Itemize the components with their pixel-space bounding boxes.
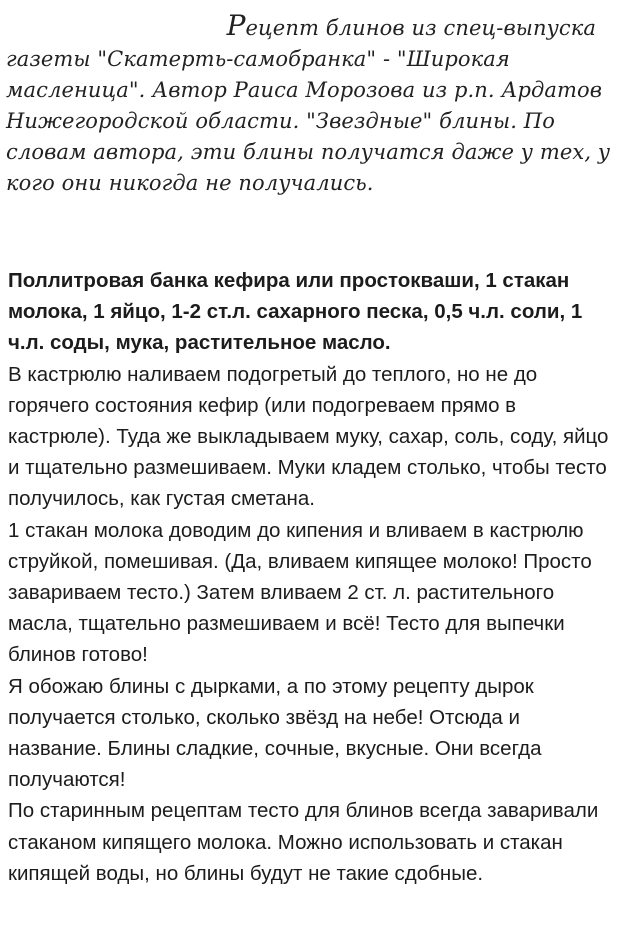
recipe-section <box>8 265 618 889</box>
intro-text <box>6 10 616 199</box>
ingredients-list: Поллитровая банка кефира или простокваши, 1 стакан молока, 1 яйцо, 1-2 ст.л. сахарного песка, 0,5 ч.л. соли, 1 ч.л. соды, мука, растительное масло. <box>8 269 583 355</box>
recipe-paragraph-4: По старинным рецептам тесто для блинов всегда заваривали стаканом кипящего молока. Можно использовать и стакан кипящей воды, но блины будут не такие сдобные. <box>8 799 599 885</box>
intro-initial-letter: Р <box>226 9 246 42</box>
intro-first-line <box>6 10 616 44</box>
intro-body-text: газеты "Скатерть-самобранка" - "Широкая масленица". Автор Раиса Морозова из р.п. Ардатов Нижегородской области. "Звездные" блины. По словам автора, эти блины получатся даже у тех, у кого они никогда не получались. <box>6 47 611 195</box>
recipe-paragraph-1: В кастрюлю наливаем подогретый до теплого, но не до горячего состояния кефир (или подогреваем прямо в кастрюле). Туда же выкладываем муку, сахар, соль, соду, яйцо и тщательно размешиваем. Муки кладем столько, чтобы тесто получилось, как густая сметана. <box>8 362 609 511</box>
recipe-paragraph-2: 1 стакан молока доводим до кипения и вливаем в кастрюлю струйкой, помешивая. (Да, вливаем кипящее молоко! Просто завариваем тесто.) Затем вливаем 2 ст. л. растительного масла, тщательно размешиваем и всё! Тесто для выпечки блинов готово! <box>8 518 592 667</box>
recipe-paragraph-3: Я обожаю блины с дырками, а по этому рецепту дырок получается столько, сколько звёзд на небе! Отсюда и название. Блины сладкие, сочные, вкусные. Они всегда получаются! <box>8 674 542 792</box>
intro-first-line-text: ецепт блинов из спец-выпуска <box>245 16 596 40</box>
